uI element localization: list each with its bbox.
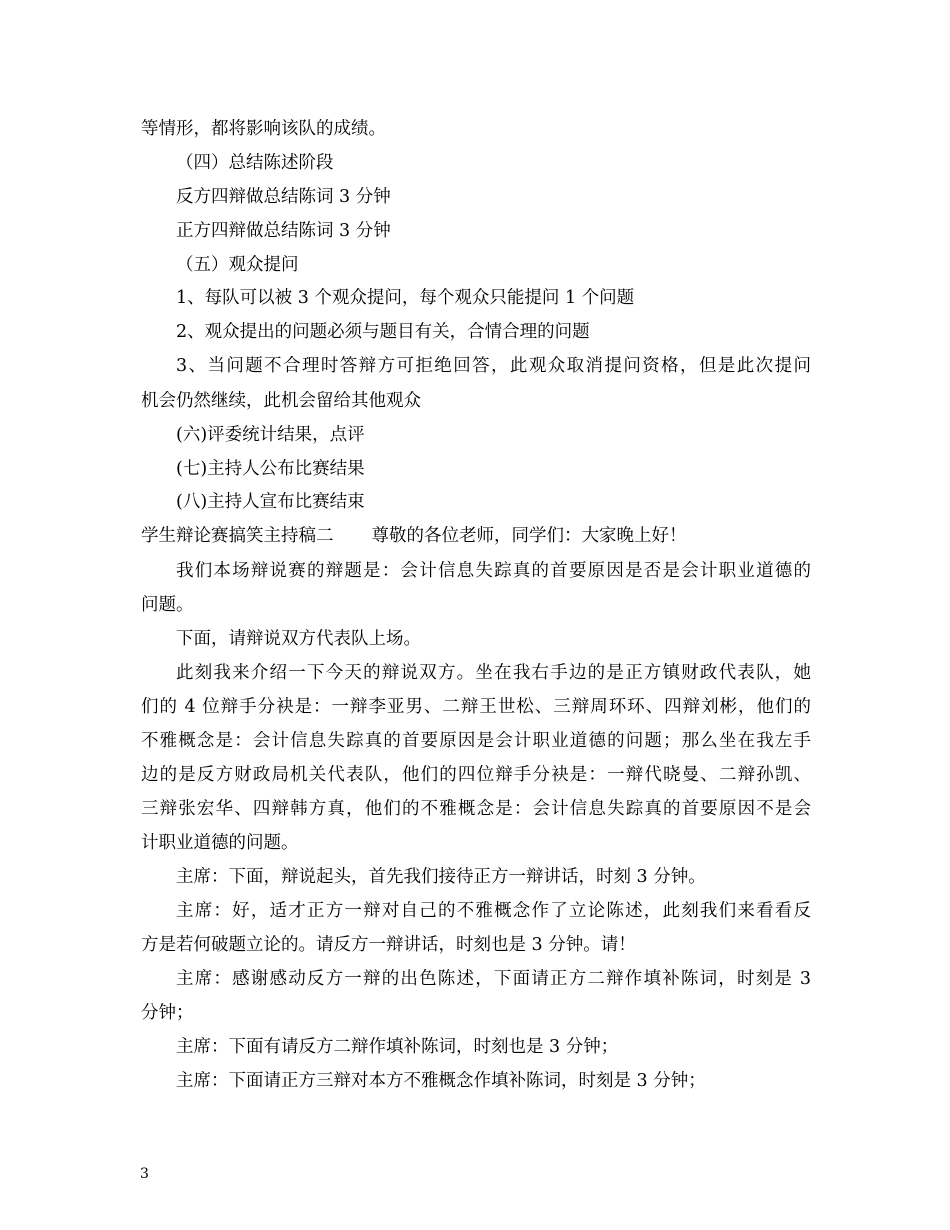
paragraph-line: 主席：感谢感动反方一辩的出色陈述，下面请正方二辩作填补陈词，时刻是 3	[176, 969, 811, 989]
section-heading: (七)主持人公布比赛结果	[176, 459, 365, 479]
paragraph-line: 边的是反方财政局机关代表队，他们的四位辩手分袂是：一辩代晓曼、二辩孙凯、	[141, 765, 811, 785]
paragraph-line: 问题。	[141, 595, 194, 615]
list-item: 1、每队可以被 3 个观众提问，每个观众只能提问 1 个问题	[176, 288, 635, 308]
heading-line	[141, 524, 811, 548]
paragraph-line: 们的 4 位辩手分袂是：一辩李亚男、二辩王世松、三辩周环环、四辩刘彬，他们的	[141, 697, 811, 717]
paragraph-line: 反方四辩做总结陈词 3 分钟	[176, 187, 391, 207]
paragraph-line: 计职业道德的问题。	[141, 833, 299, 853]
section-heading: （五）观众提问	[176, 255, 299, 275]
paragraph-line: 等情形，都将影响该队的成绩。	[141, 119, 386, 139]
paragraph-line: 不雅概念是：会计信息失踪真的首要原因是会计职业道德的问题；那么坐在我左手	[141, 731, 811, 751]
list-item: 3、当问题不合理时答辩方可拒绝回答，此观众取消提问资格，但是此次提问	[176, 356, 811, 376]
paragraph-line: 正方四辩做总结陈词 3 分钟	[176, 221, 391, 241]
article-title: 学生辩论赛搞笑主持稿二	[141, 526, 334, 546]
section-heading: (八)主持人宣布比赛结束	[176, 492, 365, 512]
paragraph-line: 主席：下面请正方三辩对本方不雅概念作填补陈词，时刻是 3 分钟；	[176, 1071, 706, 1091]
section-heading: (六)评委统计结果，点评	[176, 425, 365, 445]
paragraph-line: 主席：好，适才正方一辩对自己的不雅概念作了立论陈述，此刻我们来看看反	[176, 901, 811, 921]
paragraph-line: 主席：下面有请反方二辩作填补陈词，时刻也是 3 分钟；	[176, 1037, 619, 1057]
paragraph-line: 分钟；	[141, 1003, 194, 1023]
section-heading: （四）总结陈述阶段	[176, 153, 334, 173]
paragraph-line: 机会仍然继续，此机会留给其他观众	[141, 391, 421, 411]
paragraph-line: 主席：下面，辩说起头，首先我们接待正方一辩讲话，时刻 3 分钟。	[176, 867, 706, 887]
list-item: 2、观众提出的问题必须与题目有关，合情合理的问题	[176, 322, 590, 342]
page-number: 3	[140, 1166, 149, 1182]
paragraph-line: 方是若何破题立论的。请反方一辩讲话，时刻也是 3 分钟。请！	[141, 935, 636, 955]
paragraph-line: 此刻我来介绍一下今天的辩说双方。坐在我右手边的是正方镇财政代表队，她	[176, 663, 811, 683]
paragraph-line: 下面，请辩说双方代表队上场。	[176, 629, 421, 649]
paragraph-line: 三辩张宏华、四辩韩方真，他们的不雅概念是：会计信息失踪真的首要原因不是会	[141, 799, 811, 819]
paragraph-line: 我们本场辩说赛的辩题是：会计信息失踪真的首要原因是否是会计职业道德的	[176, 561, 811, 581]
greeting: 尊敬的各位老师，同学们：大家晚上好！	[371, 526, 687, 546]
